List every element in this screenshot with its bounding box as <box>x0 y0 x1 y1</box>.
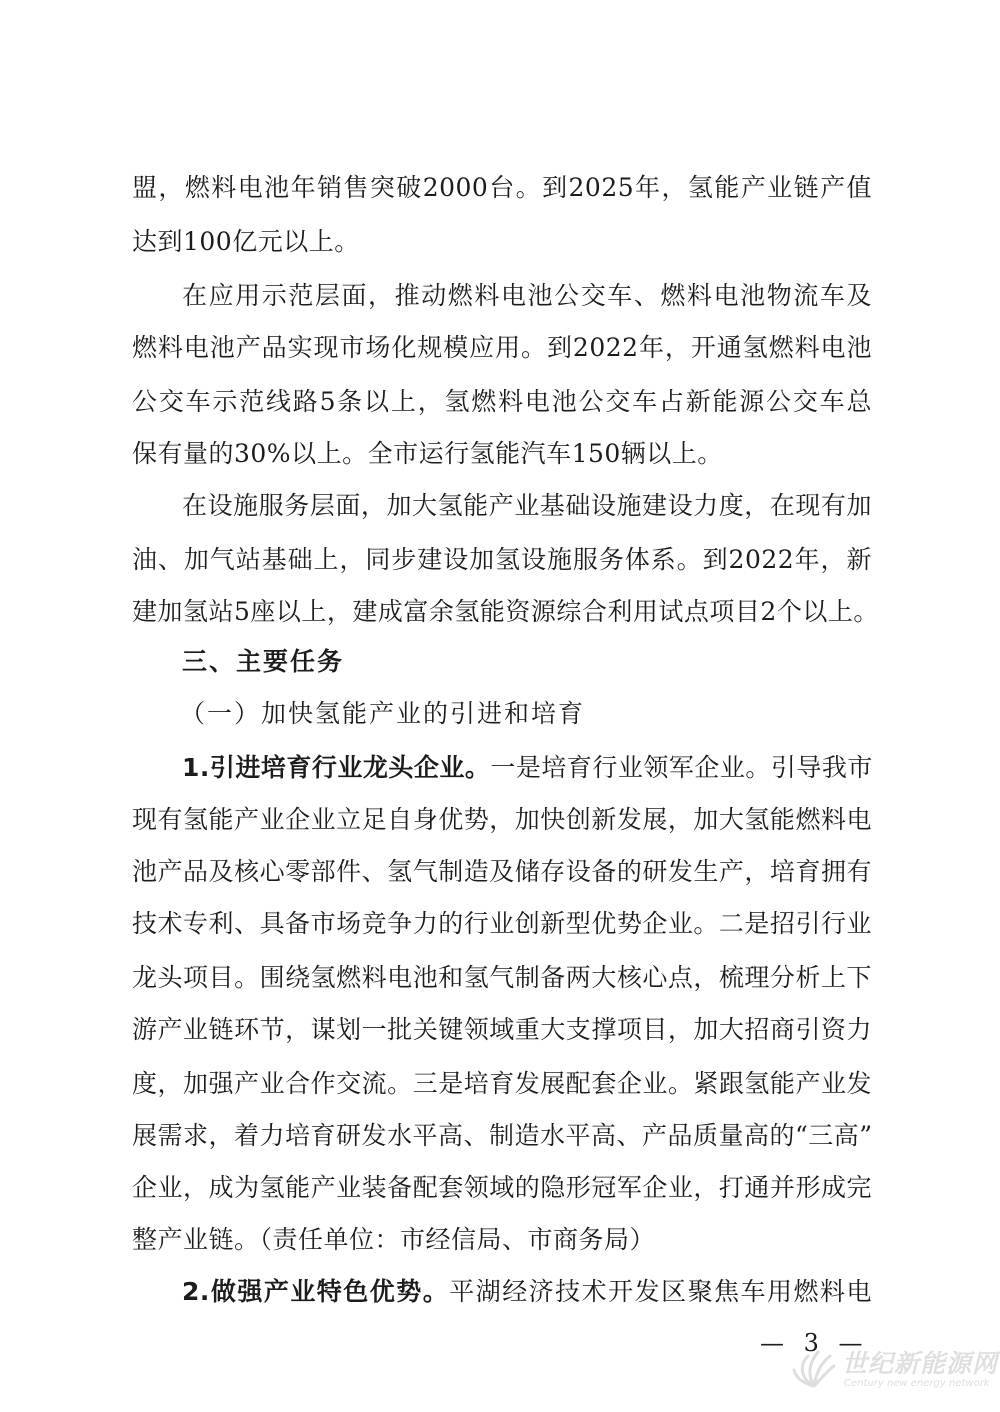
text-line-20: 企业，成为氢能产业装备配套领域的隐形冠军企业，打通并形成完 <box>132 1173 872 1202</box>
text-line-21: 整产业链。（责任单位：市经信局、市商务局） <box>132 1225 656 1254</box>
text-line-8: 油、加气站基础上，同步建设加氢设施服务体系。到2022年，新 <box>132 545 872 574</box>
text-line-18: 度，加强产业合作交流。三是培育发展配套企业。紧跟氢能产业发 <box>132 1069 872 1098</box>
paragraph-1-first-line-text: 一是培育行业领军企业。引导我市 <box>490 753 873 782</box>
text-line-5: 公交车示范线路5条以上，氢燃料电池公交车占新能源公交车总 <box>132 387 872 416</box>
text-line-19: 展需求，着力培育研发水平高、制造水平高、产品质量高的“三高” <box>132 1121 873 1150</box>
text-line-15: 技术专利、具备市场竞争力的行业创新型优势企业。二是招引行业 <box>132 909 872 938</box>
watermark <box>788 1340 999 1400</box>
text-line-6: 保有量的30%以上。全市运行氢能汽车150辆以上。 <box>132 439 723 468</box>
bold-lead-1: 1.引进培育行业龙头企业。 <box>182 753 491 782</box>
swirl-logo-icon <box>788 1340 840 1392</box>
text-line-14: 池产品及核心零部件、氢气制造及储存设备的研发生产，培育拥有 <box>132 857 872 886</box>
text-line-2: 达到100亿元以上。 <box>132 227 360 256</box>
text-line-3: 在应用示范层面，推动燃料电池公交车、燃料电池物流车及 <box>182 281 872 310</box>
subsection-heading: （一）加快氢能产业的引进和培育 <box>180 699 586 728</box>
watermark-text: 世纪新能源网 <box>842 1349 999 1378</box>
text-line-13: 现有氢能产业企业立足自身优势，加快创新发展，加大氢能燃料电 <box>132 805 872 834</box>
text-line-9: 建加氢站5座以上，建成富余氢能资源综合利用试点项目2个以上。 <box>132 597 879 626</box>
text-line-16: 龙头项目。围绕氢燃料电池和氢气制备两大核心点，梳理分析上下 <box>132 963 872 992</box>
page-number: — 3 — <box>760 1329 869 1357</box>
text-line-4: 燃料电池产品实现市场化规模应用。到2022年，开通氢燃料电池 <box>132 333 872 362</box>
text-line-17: 游产业链环节，谋划一批关键领域重大支撑项目，加大招商引资力 <box>132 1015 872 1044</box>
text-line-1: 盟，燃料电池年销售突破2000台。到2025年，氢能产业链产值 <box>132 173 872 202</box>
text-line-7: 在设施服务层面，加大氢能产业基础设施建设力度，在现有加 <box>182 491 872 520</box>
bold-lead-2: 2.做强产业特色优势。 <box>182 1277 450 1306</box>
paragraph-2-first-line-text: 平湖经济技术开发区聚焦车用燃料电 <box>449 1277 872 1306</box>
paragraph-2-first-line <box>182 1272 872 1312</box>
section-heading: 三、主要任务 <box>182 647 345 676</box>
watermark-subtext: Century new energy network <box>844 1378 990 1389</box>
paragraph-1-first-line <box>182 748 872 788</box>
